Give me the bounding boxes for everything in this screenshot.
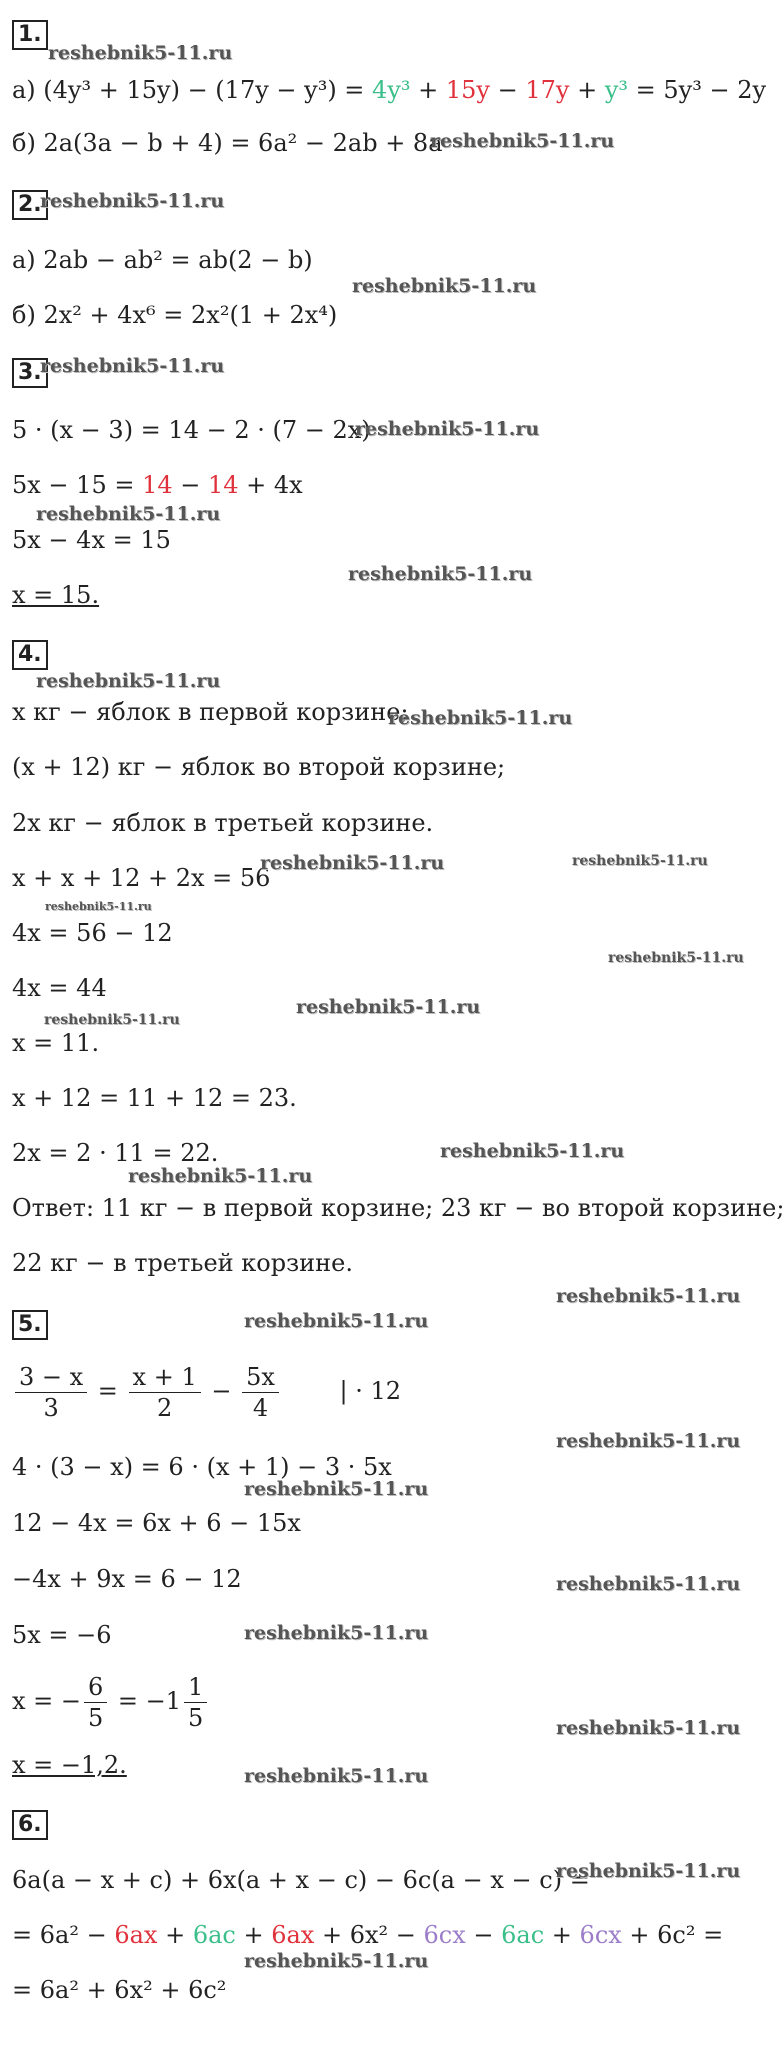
task-3-answer: x = 15. — [12, 581, 100, 609]
task-3-line-1: 5 · (x − 3) = 14 − 2 · (7 − 2x) — [12, 416, 371, 444]
task-3-line-2 — [12, 470, 303, 500]
t5-part: = −1 — [110, 1687, 182, 1715]
watermark: reshebnik5-11.ru — [440, 1140, 625, 1162]
task-6-line-3: = 6a² + 6x² + 6c² — [12, 1976, 227, 2004]
task-5-line-5: 5x = −6 — [12, 1621, 112, 1649]
task-4-number: 4. — [12, 640, 48, 670]
t1-term: 4y³ — [372, 76, 411, 104]
t6-purple: 6cx — [579, 1921, 622, 1949]
task-1-line-b: б) 2a(3a − b + 4) = 6a² − 2ab + 8a — [12, 129, 443, 157]
watermark: reshebnik5-11.ru — [608, 950, 744, 966]
watermark: reshebnik5-11.ru — [45, 900, 152, 913]
t6-part: + 6c² = — [621, 1921, 724, 1949]
watermark: reshebnik5-11.ru — [430, 130, 615, 152]
fraction-numerator: 5x — [242, 1362, 279, 1393]
t6-red: 6ax — [114, 1921, 158, 1949]
task-2-number: 2. — [12, 190, 48, 220]
task-5-line-2: 4 · (3 − x) = 6 · (x + 1) − 3 · 5x — [12, 1453, 392, 1481]
t1-term: 15y — [445, 76, 490, 104]
task-5-fraction-equation: $\frac{3 - x}{3}$ = $\frac{x + 1}{2}$ − $\frac{5x}{4}$ | · 12 — [12, 1362, 401, 1423]
task-3-number: 3. — [12, 358, 48, 388]
t1-a-prefix: а) (4y³ + 15y) − (17y − y³) = — [12, 76, 373, 104]
watermark: reshebnik5-11.ru — [244, 1310, 429, 1332]
t6-purple: 6cx — [423, 1921, 466, 1949]
watermark: reshebnik5-11.ru — [44, 1012, 180, 1028]
fraction-denominator: 4 — [252, 1394, 269, 1422]
task-5-line-6 — [12, 1672, 210, 1733]
fraction-denominator: 3 — [43, 1394, 59, 1422]
fraction-numerator: x + 1 — [129, 1362, 201, 1393]
task-6-line-2 — [12, 1920, 723, 1950]
watermark: reshebnik5-11.ru — [556, 1573, 741, 1595]
watermark: reshebnik5-11.ru — [244, 1765, 429, 1787]
watermark: reshebnik5-11.ru — [260, 852, 445, 874]
t3-part: − — [172, 471, 208, 499]
task-1-line-a — [12, 75, 766, 105]
watermark: reshebnik5-11.ru — [388, 707, 573, 729]
t1-term: 17y — [525, 76, 570, 104]
t6-green: 6ac — [501, 1921, 545, 1949]
t6-green: 6ac — [192, 1921, 236, 1949]
task-6-line-1: 6a(a − x + c) + 6x(a + x − c) − 6c(a − x − c) = — [12, 1866, 590, 1894]
task-4-line-8: x + 12 = 11 + 12 = 23. — [12, 1084, 297, 1112]
fraction-denominator: 5 — [88, 1704, 104, 1732]
watermark: reshebnik5-11.ru — [36, 503, 221, 525]
watermark: reshebnik5-11.ru — [40, 355, 225, 377]
task-4-line-7: x = 11. — [12, 1029, 100, 1057]
t1-term: y³ — [604, 76, 629, 104]
t6-red: 6ax — [271, 1921, 315, 1949]
task-5-line-3: 12 − 4x = 6x + 6 − 15x — [12, 1509, 301, 1537]
t3-part: + 4x — [238, 471, 303, 499]
t6-part: = 6a² − — [12, 1921, 115, 1949]
fraction — [15, 1362, 87, 1423]
task-5-number: 5. — [12, 1310, 48, 1340]
task-4-line-6: 4x = 44 — [12, 974, 107, 1002]
task-4-line-4: x + x + 12 + 2x = 56 — [12, 864, 271, 892]
watermark: reshebnik5-11.ru — [556, 1717, 741, 1739]
t1-op: + — [569, 76, 605, 104]
task-2-line-b: б) 2x² + 4x⁶ = 2x²(1 + 2x⁴) — [12, 301, 338, 329]
fraction — [129, 1362, 201, 1423]
t3-red: 14 — [208, 471, 239, 499]
task-5-line-4: −4x + 9x = 6 − 12 — [12, 1565, 242, 1593]
t6-part: + 6x² − — [314, 1921, 424, 1949]
watermark: reshebnik5-11.ru — [556, 1860, 741, 1882]
task-4-line-5: 4x = 56 − 12 — [12, 919, 173, 947]
task-4-answer-2: 22 кг − в третьей корзине. — [12, 1249, 353, 1277]
watermark: reshebnik5-11.ru — [352, 275, 537, 297]
fraction-numerator: 1 — [184, 1672, 207, 1703]
task-4-line-2: (x + 12) кг − яблок во второй корзине; — [12, 753, 506, 781]
task-4-line-9: 2x = 2 · 11 = 22. — [12, 1139, 219, 1167]
t3-red: 14 — [142, 471, 173, 499]
t5-part: x = − — [12, 1687, 82, 1715]
watermark: reshebnik5-11.ru — [244, 1950, 429, 1972]
t1-op: − — [489, 76, 526, 104]
watermark: reshebnik5-11.ru — [556, 1285, 741, 1307]
task-2-line-a: а) 2ab − ab² = ab(2 − b) — [12, 246, 313, 274]
watermark: reshebnik5-11.ru — [40, 190, 225, 212]
task-4-line-3: 2x кг − яблок в третьей корзине. — [12, 809, 434, 837]
watermark: reshebnik5-11.ru — [36, 670, 221, 692]
watermark: reshebnik5-11.ru — [48, 42, 233, 64]
fraction-denominator: 5 — [188, 1704, 204, 1732]
watermark: reshebnik5-11.ru — [572, 853, 708, 869]
t6-part: + — [544, 1921, 580, 1949]
t3-part: 5x − 15 = — [12, 471, 143, 499]
multiplier-note: | · 12 — [339, 1377, 402, 1405]
task-6-number: 6. — [12, 1810, 48, 1840]
t6-part: + — [235, 1921, 272, 1949]
t1-op: + — [410, 76, 446, 104]
watermark: reshebnik5-11.ru — [244, 1478, 429, 1500]
task-5-answer: x = −1,2. — [12, 1751, 127, 1779]
fraction — [84, 1672, 107, 1733]
fraction-denominator: 2 — [156, 1394, 173, 1422]
fraction — [184, 1672, 207, 1733]
task-4-answer-1: Ответ: 11 кг − в первой корзине; 23 кг − во второй корзине; — [12, 1194, 784, 1222]
task-4-line-1: x кг − яблок в первой корзине; — [12, 698, 409, 726]
t6-part: + — [157, 1921, 193, 1949]
watermark: reshebnik5-11.ru — [556, 1430, 741, 1452]
t1-result: = 5y³ − 2y — [628, 76, 767, 104]
task-1-number: 1. — [12, 20, 48, 50]
watermark: reshebnik5-11.ru — [128, 1165, 313, 1187]
watermark: reshebnik5-11.ru — [296, 996, 481, 1018]
fraction — [242, 1362, 279, 1423]
watermark: reshebnik5-11.ru — [355, 418, 540, 440]
watermark: reshebnik5-11.ru — [348, 563, 533, 585]
watermark: reshebnik5-11.ru — [244, 1622, 429, 1644]
t6-part: − — [465, 1921, 502, 1949]
fraction-numerator: 3 − x — [15, 1362, 87, 1393]
fraction-numerator: 6 — [84, 1672, 107, 1703]
task-3-line-3: 5x − 4x = 15 — [12, 526, 171, 554]
